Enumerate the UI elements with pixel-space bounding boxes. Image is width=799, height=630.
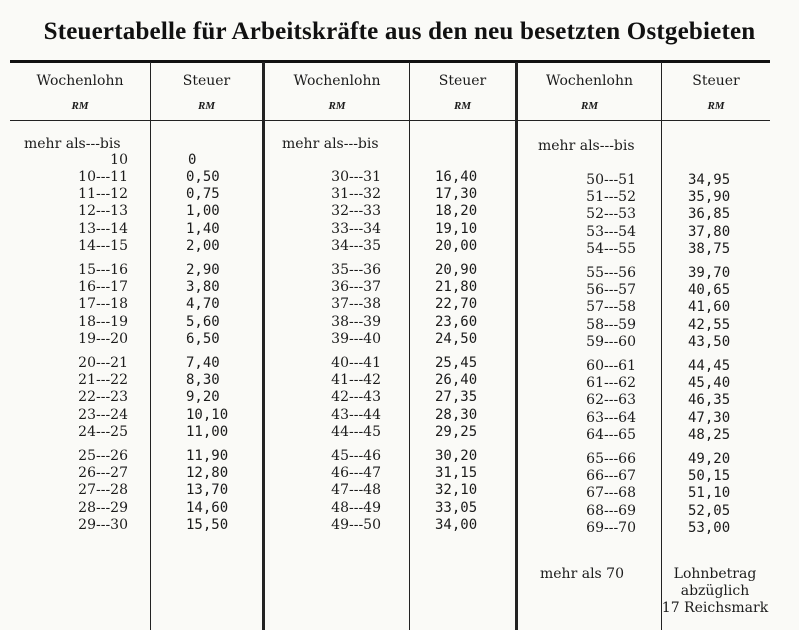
wage-range: 65---66 — [586, 451, 636, 467]
tax-value: 42,55 — [688, 316, 731, 333]
tax-value: 25,45 — [435, 355, 478, 371]
wage-range: 13---14 — [78, 220, 128, 237]
top-rule — [10, 60, 770, 63]
note-line: Lohnbetrag — [673, 566, 757, 582]
tax-value: 11,00 — [186, 423, 229, 440]
unit-label: RM — [453, 100, 472, 112]
unit-label: RM — [71, 100, 89, 112]
range-prefix-label: mehr als---bis — [282, 136, 379, 152]
wage-range: 20---21 — [78, 355, 128, 371]
wage-range: 55---56 — [586, 265, 636, 281]
tax-value: 30,20 — [435, 448, 478, 464]
header-tax-3: Steuer — [692, 73, 740, 89]
tax-value: 2,00 — [186, 237, 220, 254]
note-line: 17 Reichsmark — [661, 600, 769, 616]
wage-range: 15---16 — [78, 262, 128, 278]
wage-range: 49---50 — [331, 516, 381, 533]
wage-range: 54---55 — [586, 240, 636, 257]
tax-value: 3,80 — [186, 279, 220, 296]
wage-range: 26---27 — [78, 465, 128, 482]
wage-range: 42---43 — [331, 389, 381, 406]
wage-range: 28---29 — [78, 499, 128, 516]
wage-range: 14---15 — [78, 237, 128, 254]
tax-value: 7,40 — [186, 355, 220, 371]
tax-value: 21,80 — [435, 279, 478, 296]
wage-range: 19---20 — [78, 330, 128, 347]
wage-range: 53---54 — [586, 223, 636, 240]
wage-range: 57---58 — [586, 299, 636, 316]
wage-range: 52---53 — [586, 206, 636, 223]
wage-range: 56---57 — [586, 282, 636, 299]
wage-range: 58---59 — [586, 316, 636, 333]
tax-value: 49,20 — [688, 451, 731, 467]
header-tax-1: Steuer — [182, 73, 231, 89]
wage-range: 50---51 — [586, 172, 636, 188]
tax-value: 0,75 — [186, 186, 220, 203]
range-prefix-label: mehr als---bis — [24, 136, 121, 152]
unit-label: RM — [580, 100, 599, 112]
tax-value: 36,85 — [688, 206, 731, 223]
wage-range: 16---17 — [78, 279, 128, 296]
wage-range: 12---13 — [78, 203, 128, 220]
tax-value: 1,00 — [186, 203, 220, 220]
wage-range: 51---52 — [586, 189, 636, 206]
tax-value: 20,00 — [435, 237, 478, 254]
range-prefix-label: mehr als---bis — [538, 138, 635, 154]
wage-range: 18---19 — [78, 313, 128, 330]
column-divider — [409, 62, 410, 630]
wage-range: 66---67 — [586, 468, 636, 485]
tax-value: 27,35 — [435, 389, 478, 406]
wage-range: 29---30 — [78, 516, 128, 533]
column-divider — [150, 62, 151, 630]
header-wage-3: Wochenlohn — [546, 73, 633, 89]
header-rule — [10, 120, 770, 121]
tax-value: 19,10 — [435, 220, 478, 237]
tax-value: 14,60 — [186, 499, 229, 516]
tax-value: 48,25 — [688, 426, 731, 443]
wage-range: 39---40 — [331, 330, 381, 347]
tax-value: 5,60 — [186, 313, 220, 330]
wage-range: 44---45 — [331, 423, 381, 440]
tax-value: 9,20 — [186, 389, 220, 406]
column-divider — [661, 62, 662, 630]
header-wage-2: Wochenlohn — [293, 73, 381, 89]
wage-range: 43---44 — [331, 406, 381, 423]
unit-label: RM — [707, 100, 725, 112]
tax-value: 52,05 — [688, 502, 731, 519]
wage-range: 34---35 — [331, 237, 381, 254]
tax-value: 17,30 — [435, 186, 478, 203]
tax-value: 1,40 — [186, 220, 220, 237]
tax-value: 35,90 — [688, 189, 731, 206]
wage-range: 27---28 — [78, 482, 128, 499]
unit-label: RM — [328, 100, 346, 112]
wage-range: 63---64 — [586, 409, 636, 426]
wage-range: 31---32 — [331, 186, 381, 203]
wage-range: 24---25 — [78, 423, 128, 440]
tax-value: 0 — [188, 152, 197, 168]
tax-value: 15,50 — [186, 516, 229, 533]
tax-value: 18,20 — [435, 203, 478, 220]
over-70-tax-note — [650, 566, 780, 617]
tax-value: 8,30 — [186, 372, 220, 389]
tax-value: 10,10 — [186, 406, 229, 423]
tax-value: 37,80 — [688, 223, 731, 240]
wage-range: 25---26 — [78, 448, 128, 464]
wage-range: 46---47 — [331, 465, 381, 482]
wage-range: 33---34 — [331, 220, 381, 237]
wage-range: 17---18 — [78, 296, 128, 313]
wage-range: 40---41 — [331, 355, 381, 371]
wage-range: 61---62 — [586, 375, 636, 392]
tax-value: 40,65 — [688, 282, 731, 299]
tax-value: 0,50 — [186, 169, 220, 185]
wage-range: 10---11 — [78, 169, 128, 185]
tax-value: 53,00 — [688, 519, 731, 536]
header-tax-2: Steuer — [438, 73, 487, 89]
page-title: Steuertabelle für Arbeitskräfte aus den neu besetzten Ostgebieten — [43, 18, 756, 45]
tax-value: 47,30 — [688, 409, 731, 426]
wage-range: 23---24 — [78, 406, 128, 423]
wage-range: 45---46 — [331, 448, 381, 464]
wage-range: 69---70 — [586, 519, 636, 536]
tax-value: 28,30 — [435, 406, 478, 423]
wage-range: 36---37 — [331, 279, 381, 296]
tax-value: 44,45 — [688, 358, 731, 374]
wage-range: 30---31 — [331, 169, 381, 185]
tax-value: 33,05 — [435, 499, 478, 516]
wage-range: 41---42 — [331, 372, 381, 389]
wage-range: 11---12 — [78, 186, 128, 203]
tax-value: 16,40 — [435, 169, 478, 185]
wage-range: 67---68 — [586, 485, 636, 502]
tax-value: 45,40 — [688, 375, 731, 392]
over-70-label: mehr als 70 — [540, 566, 624, 582]
wage-range: 37---38 — [331, 296, 381, 313]
tax-value: 11,90 — [186, 448, 229, 464]
tax-value: 39,70 — [688, 265, 731, 281]
tax-value: 38,75 — [688, 240, 731, 257]
tax-value: 43,50 — [688, 333, 731, 350]
tax-value: 26,40 — [435, 372, 478, 389]
wage-range: 38---39 — [331, 313, 381, 330]
tax-value: 41,60 — [688, 299, 731, 316]
tax-value: 31,15 — [435, 465, 478, 482]
wage-range: 48---49 — [331, 499, 381, 516]
tax-value: 50,15 — [688, 468, 731, 485]
wage-range: 59---60 — [586, 333, 636, 350]
wage-range: 32---33 — [331, 203, 381, 220]
header-wage-1: Wochenlohn — [36, 73, 124, 89]
tax-value: 20,90 — [435, 262, 478, 278]
tax-value: 22,70 — [435, 296, 478, 313]
tax-value: 34,00 — [435, 516, 478, 533]
tax-value: 34,95 — [688, 172, 731, 188]
wage-range: 68---69 — [586, 502, 636, 519]
wage-range: 21---22 — [78, 372, 128, 389]
tax-value: 24,50 — [435, 330, 478, 347]
tax-value: 51,10 — [688, 485, 731, 502]
tax-value: 12,80 — [186, 465, 229, 482]
wage-range: 60---61 — [586, 358, 636, 374]
tax-value: 13,70 — [186, 482, 229, 499]
wage-range: 47---48 — [331, 482, 381, 499]
unit-label: RM — [197, 100, 216, 112]
tax-value: 6,50 — [186, 330, 220, 347]
tax-value: 4,70 — [186, 296, 220, 313]
wage-range: 64---65 — [586, 426, 636, 443]
wage-range: 35---36 — [331, 262, 381, 278]
tax-value: 46,35 — [688, 392, 731, 409]
wage-range: 10 — [110, 152, 128, 168]
tax-value: 32,10 — [435, 482, 478, 499]
tax-value: 2,90 — [186, 262, 220, 278]
wage-range: 22---23 — [78, 389, 128, 406]
note-line: abzüglich — [680, 583, 750, 599]
tax-value: 29,25 — [435, 423, 478, 440]
wage-range: 62---63 — [586, 392, 636, 409]
tax-value: 23,60 — [435, 313, 478, 330]
